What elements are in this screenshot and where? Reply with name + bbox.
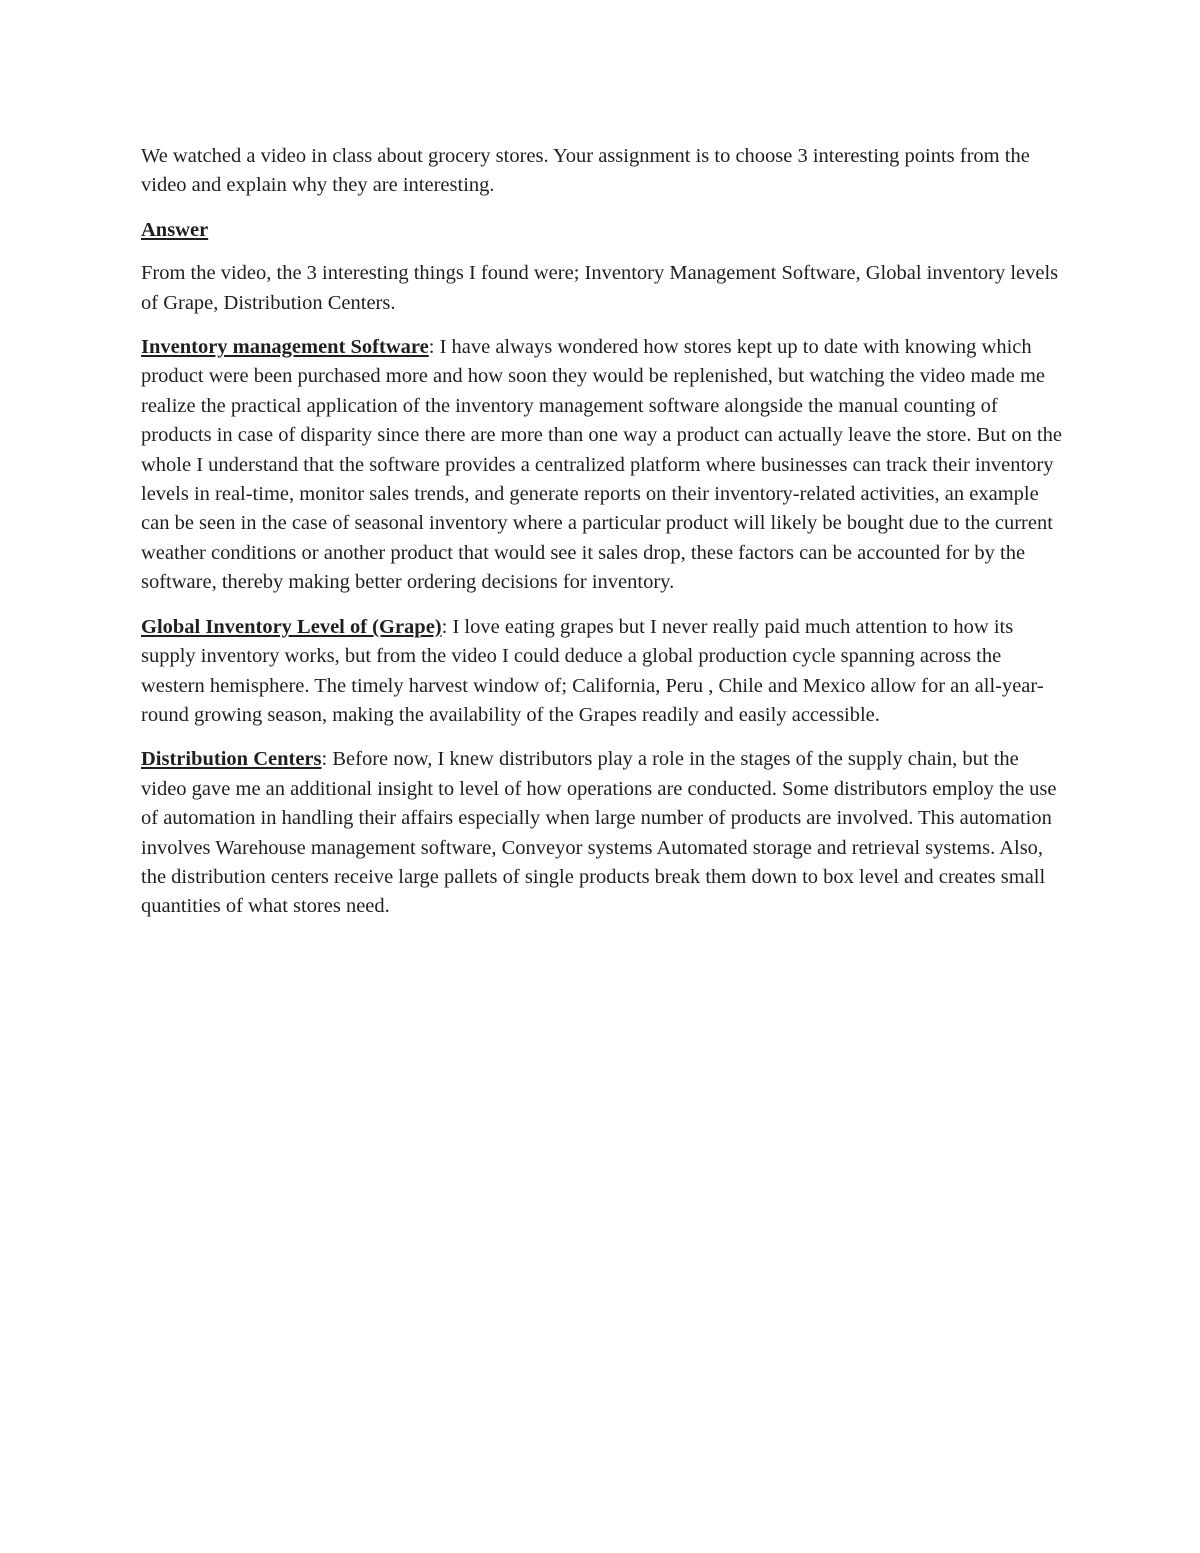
answer-heading-paragraph	[141, 216, 1065, 245]
section-separator: :	[441, 615, 448, 638]
answer-heading: Answer	[141, 218, 209, 241]
section-heading: Global Inventory Level of (Grape)	[141, 615, 442, 638]
section-global-inventory-grape	[141, 613, 1065, 731]
section-body: Before now, I knew distributors play a role in the stages of the supply chain, but the video gave me an additional insight to level of how operations are conducted. Some distributors employ the use of automation in handling their affairs especially when large number of products are involved. This automation involves Warehouse management software, Conveyor systems Automated storage and retrieval systems. Also, the distribution centers receive large pallets of single products break them down to box level and creates small quantities of what stores need.	[141, 748, 1057, 918]
document-body	[141, 142, 1065, 937]
answer-intro-text: From the video, the 3 interesting things I found were; Inventory Management Software, Global inventory levels of Grape, Distribution Centers.	[141, 262, 1059, 314]
answer-intro	[141, 259, 1065, 318]
assignment-prompt	[141, 142, 1065, 201]
assignment-prompt-text: We watched a video in class about grocery stores. Your assignment is to choose 3 interesting points from the video and explain why they are interesting.	[141, 145, 1030, 197]
section-heading: Inventory management Software	[141, 336, 429, 359]
section-inventory-software	[141, 333, 1065, 598]
section-body: I love eating grapes but I never really paid much attention to how its supply inventory works, but from the video I could deduce a global production cycle spanning across the western hemisphere. The timely harvest window of; California, Peru , Chile and Mexico allow for an all-year-round growing season, making the availability of the Grapes readily and easily accessible.	[141, 615, 1044, 726]
section-heading: Distribution Centers	[141, 748, 322, 771]
section-separator: :	[321, 748, 328, 771]
section-separator: :	[428, 336, 435, 359]
section-distribution-centers	[141, 745, 1065, 921]
section-body: I have always wondered how stores kept up to date with knowing which product were been purchased more and how soon they would be replenished, but watching the video made me realize the practical application of the inventory management software alongside the manual counting of products in case of disparity since there are more than one way a product can actually leave the store. But on the whole I understand that the software provides a centralized platform where businesses can track their inventory levels in real-time, monitor sales trends, and generate reports on their inventory-related activities, an example can be seen in the case of seasonal inventory where a particular product will likely be bought due to the current weather conditions or another product that would see it sales drop, these factors can be accounted for by the software, thereby making better ordering decisions for inventory.	[141, 336, 1063, 594]
